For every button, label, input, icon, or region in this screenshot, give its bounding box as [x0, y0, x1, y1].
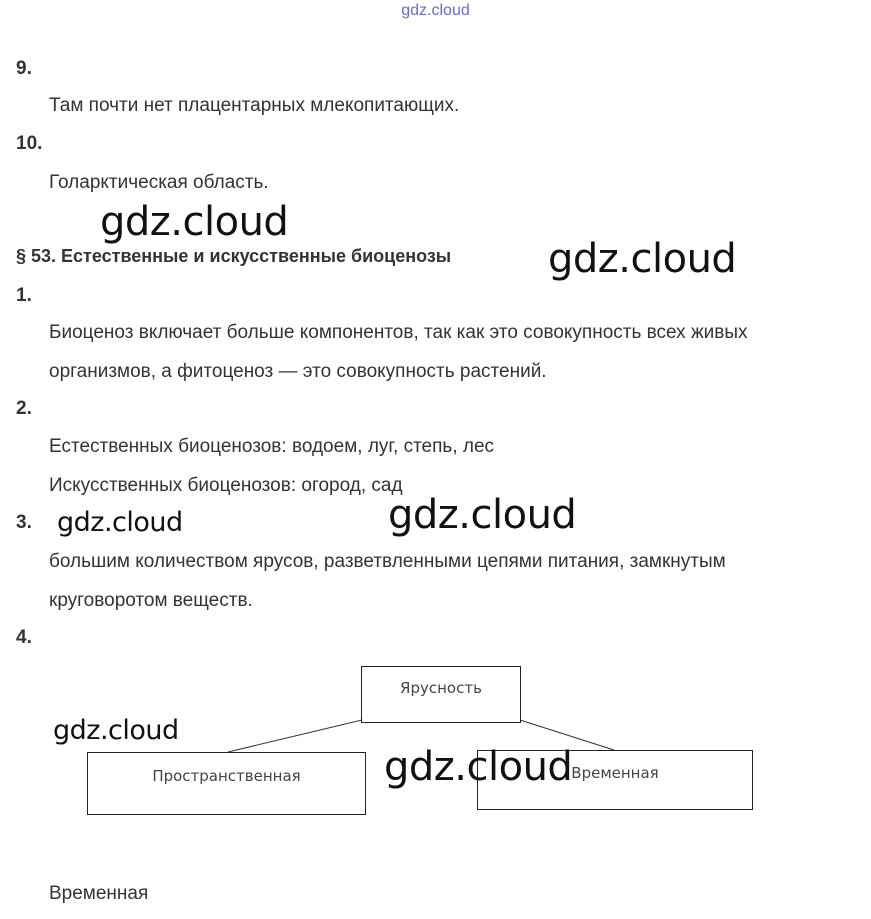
watermark-6: gdz.cloud — [384, 744, 573, 790]
answer-4: Временная — [49, 883, 149, 904]
answer-9: Там почти нет плацентарных млекопитающих. — [49, 95, 460, 116]
item-number-1: 1. — [16, 285, 32, 306]
watermark-4: gdz.cloud — [388, 492, 577, 538]
answer-1-line-2: организмов, а фитоценоз — это совокупность растений. — [49, 361, 547, 382]
section-heading: § 53. Естественные и искусственные биоценозы — [16, 246, 452, 266]
diagram-left-label: Пространственная — [152, 767, 301, 785]
item-number-2: 2. — [16, 398, 32, 419]
watermark-5: gdz.cloud — [53, 715, 179, 746]
watermark-1: gdz.cloud — [100, 199, 289, 245]
question-number-9: 9. — [16, 58, 32, 79]
diagram-left-box — [87, 752, 366, 815]
connector-left — [228, 720, 362, 752]
diagram-root-box — [361, 666, 521, 723]
question-number-10: 10. — [16, 133, 43, 154]
answer-3-line-2: круговоротом веществ. — [49, 590, 253, 611]
answer-1-line-1: Биоценоз включает больше компонентов, так как это совокупность всех живых — [49, 322, 748, 343]
watermark-3: gdz.cloud — [57, 507, 183, 538]
diagram-right-label: Временная — [571, 764, 659, 782]
top-watermark: gdz.cloud — [401, 2, 470, 19]
watermark-2: gdz.cloud — [548, 236, 737, 282]
answer-10: Голарктическая область. — [49, 172, 269, 193]
answer-2-line-2: Искусственных биоценозов: огород, сад — [49, 475, 403, 496]
item-number-4: 4. — [16, 627, 32, 648]
diagram-root-label: Ярусность — [400, 679, 482, 697]
answer-3-line-1: большим количеством ярусов, разветвленными цепями питания, замкнутым — [49, 551, 726, 572]
answer-2-line-1: Естественных биоценозов: водоем, луг, степь, лес — [49, 436, 495, 457]
item-number-3: 3. — [16, 512, 32, 533]
